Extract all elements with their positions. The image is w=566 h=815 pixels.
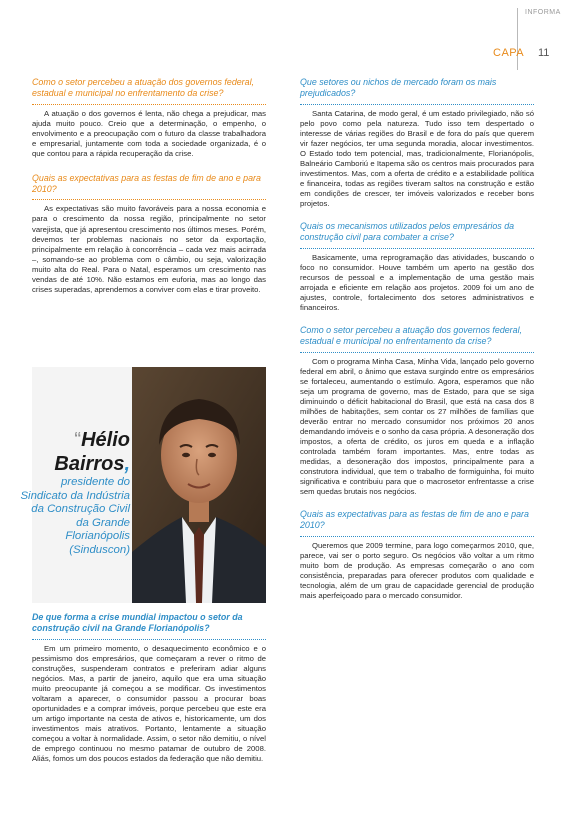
- header-rule: [517, 8, 518, 70]
- right-column: [300, 77, 534, 601]
- pull-quote-name-last: [20, 452, 130, 476]
- page-number: 11: [538, 47, 550, 59]
- question-heading: Como o setor percebeu a atuação dos governos federal, estadual e municipal no enfrentamento da crise?: [32, 77, 255, 98]
- left-column-upper: [32, 77, 266, 295]
- answer-paragraph: Com o programa Minha Casa, Minha Vida, lançado pelo governo federal em abril, o ânimo que estava surgindo entre os empresários se fortaleceu, aumentando o estímulo. Agora, esperamos que não seja um programa de governo, mas de Estado, para que se siga diminuindo o déficit habitacional do Brasil, que está na casa dos 8 milhões de habitações, sem contar os 27 milhões de famílias que deverão entrar no mercado consumidor nos próximos 20 anos demandando imóveis e o sonho da casa própria. A desoneração dos impostos, a oferta de crédito, os juros em queda e a inflação controlada também foram importantes. Mas, entre todas as medidas, a desoneração dos impostos, principalmente para a construtora individual, que tem o trabalho de formiguinha, foi muito significativa e contribuiu para que o macrosetor enfrentasse a crise sem quedas brutais nos negócios.: [300, 356, 534, 497]
- answer-paragraph: As expectativas são muito favoráveis para a nossa economia e para o crescimento da nossa região, principalmente no setor varejista, que já apresentou crescimento nos últimos meses. Porém, devemos ter problemas nacionais no setor da exportação, principalmente em relação à concorrência – cada vez mais acirrada –, somando-se ao problema com o câmbio, ou seja, valorização muito alta do Real. Para o Natal, esperamos um crescimento nas vendas de até 10%. Não estamos em euforia, mas ao longo das crises superadas, aprendemos a conviver com elas e tirar proveito.: [32, 204, 266, 294]
- heading-divider: [300, 536, 534, 537]
- portrait-illustration: [132, 367, 266, 603]
- pull-quote-name-first: [20, 428, 130, 452]
- answer-paragraph: Basicamente, uma reprogramação das atividades, buscando o foco no consumidor. Houve também um aperto na gestão dos recursos de pessoal e a implementação de uma gestão mais arrojada e eficiente em relação aos projetos. 2009 foi um ano de ajustes, controle, fortalecimento dos setores administrativos e financeiros.: [300, 252, 534, 312]
- question-heading: De que forma a crise mundial impactou o setor da construção civil na Grande Florianópolis?: [32, 612, 243, 633]
- question-heading: Quais as expectativas para as festas de fim de ano e para 2010?: [300, 509, 529, 530]
- portrait-photo: [132, 367, 266, 603]
- section-label: CAPA: [493, 47, 525, 59]
- person-role: presidente do Sindicato da Indústria da Construção Civil da Grande Florianópolis (Sinduscon): [20, 476, 130, 556]
- person-last-name: Bairros: [54, 453, 125, 475]
- answer-paragraph: Santa Catarina, de modo geral, é um estado privilegiado, não só pelo povo como pela natureza. Tudo isso tem despertado o interesse de várias regiões do Brasil e de fora do país que querem vir fazer negócios, ter uma segunda moradia, alocar investimentos. O Estado todo tem potencial, mas, tradicionalmente, Florianópolis, Balneário Camboriú e Itapema são os centros mais procurados para investimentos. Mas, com a oferta de crédito e a estabilidade política e financeira, todas as regiões tiveram saltos na construção e estão em condições de crescer, ter imóveis valorizados e receber bons projetos.: [300, 108, 534, 209]
- pull-quote: [20, 428, 130, 557]
- name-comma: ,: [124, 453, 130, 475]
- answer-paragraph: Em um primeiro momento, o desaquecimento econômico e o pessimismo dos empresários, que começaram a rever o ritmo de construções, suspenderam contratos e preferiram adiar alguns negócios. Mas, a partir de janeiro, aquilo que era uma situação muito preocupante já começou a se modificar. Os investimentos voltaram a aparecer, o consumidor passou a procurar boas oportunidades e a comprar imóveis, porque percebeu que este era um artigo importante na cesta de ativos e, historicamente, um dos investimentos mais atrativos. Portanto, lentamente a situação começou a voltar à normalidade. Assim, o setor não demitiu, o nível de emprego continuou no mesmo patamar de outubro de 2008. Aliás, fomos um dos poucos estados da federação que não demitiu.: [32, 643, 266, 764]
- quote-mark-icon: “: [74, 429, 82, 451]
- question-heading: Que setores ou nichos de mercado foram os mais prejudicados?: [300, 77, 497, 98]
- answer-paragraph: A atuação o dos governos é lenta, não chega a prejudicar, mas ajuda muito pouco. Creio que a determinação, o empenho, o envolvimento e a preocupação com o futuro da classe trabalhadora e empresarial, juntamente com toda a sociedade organizada, é o que contou para a rápida recuperação da crise.: [32, 108, 266, 158]
- magazine-masthead: INFORMA: [525, 9, 561, 16]
- heading-divider: [300, 104, 534, 105]
- heading-divider: [32, 104, 266, 105]
- heading-divider: [32, 199, 266, 200]
- left-column-lower: [32, 612, 266, 764]
- answer-paragraph: Queremos que 2009 termine, para logo começarmos 2010, que, parece, vai ser o porto seguro. Os negócios vão voltar a um ritmo muito bom de produção. As empresas começarão o ano com consistência, preparadas para oferecer produtos com qualidade e tecnologia, além de um grau de capacidade gerencial de produção mais aperfeiçoado para o mercado consumidor.: [300, 540, 534, 601]
- heading-divider: [32, 639, 266, 640]
- person-first-name: Hélio: [81, 429, 130, 451]
- question-heading: Quais as expectativas para as festas de fim de ano e para 2010?: [32, 172, 261, 194]
- heading-divider: [300, 352, 534, 353]
- question-heading: Como o setor percebeu a atuação dos governos federal, estadual e municipal no enfrentamento da crise?: [300, 324, 523, 346]
- question-heading: Quais os mecanismos utilizados pelos empresários da construção civil para combater a crise?: [300, 221, 515, 242]
- heading-divider: [300, 248, 534, 249]
